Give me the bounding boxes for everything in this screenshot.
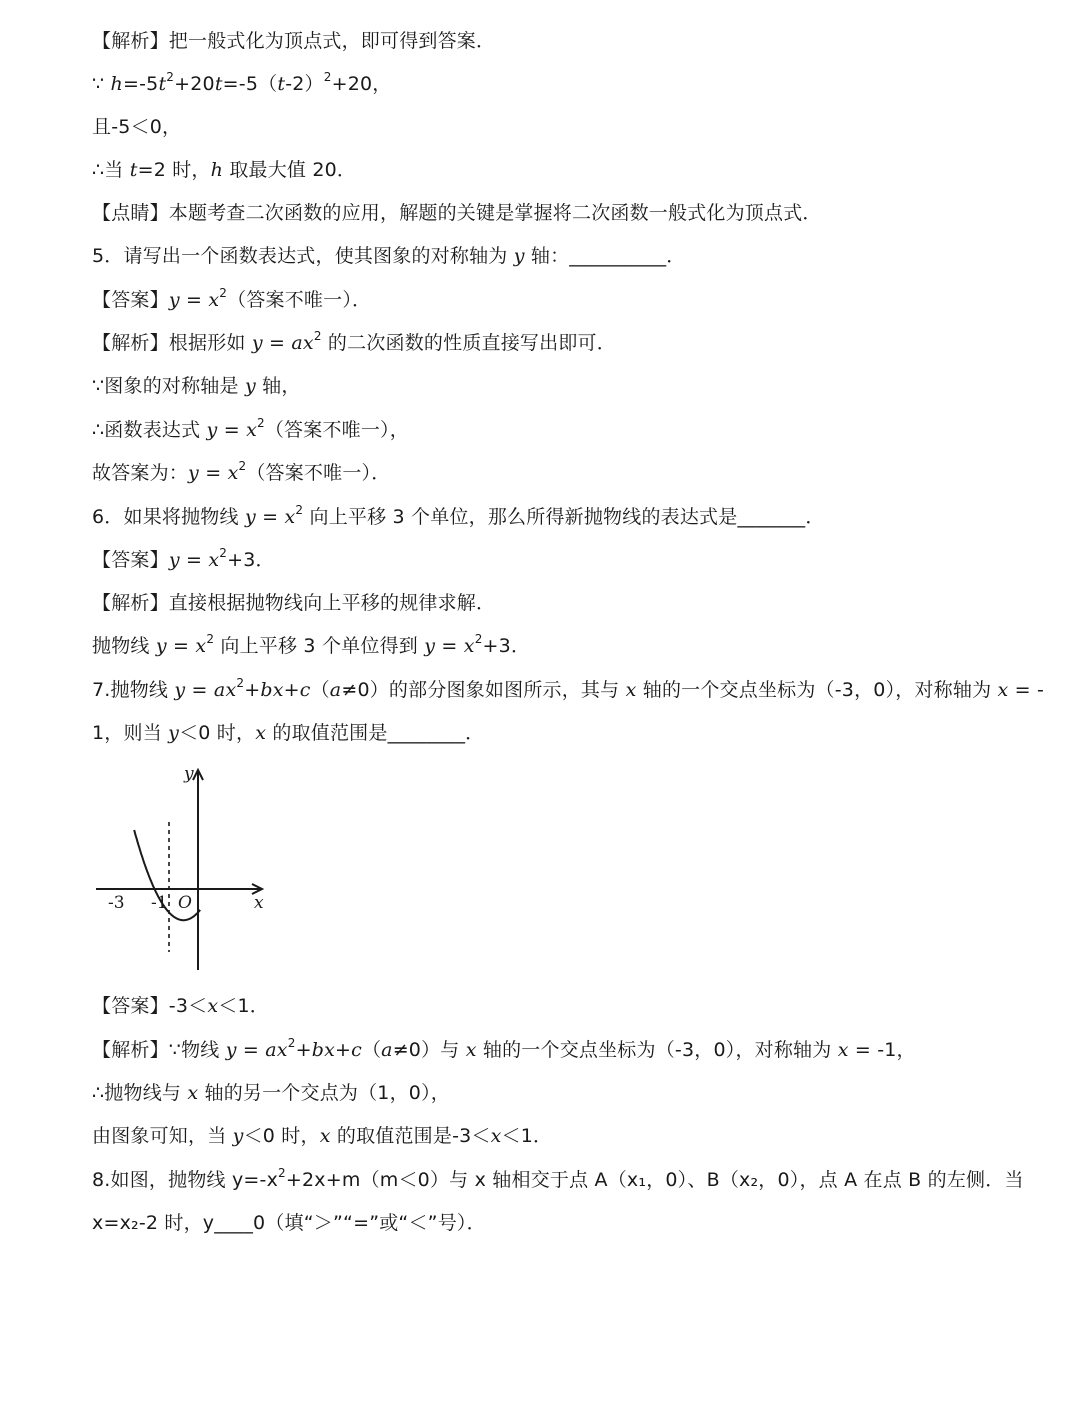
solution-line-2: 且-5＜0， xyxy=(92,116,182,138)
analysis-6: 【解析】直接根据抛物线向上平移的规律求解． xyxy=(92,592,496,614)
solution-line-1: ∵ $h=-5t^2+20t=-5(t-2)^2+20$， xyxy=(92,70,392,95)
analysis-5-line-4: 故答案为：$y = x^2$（答案不唯一）． xyxy=(92,459,391,484)
analysis-6-line-2: 抛物线 $y = x^2$ 向上平移 3 个单位得到 $y = x^2+3$． xyxy=(92,632,531,657)
answer-5: 【答案】$y = x^2$（答案不唯一）． xyxy=(92,286,372,311)
question-7-line-2: 1，则当 y＜0 时，x 的取值范围是________． xyxy=(92,722,485,744)
question-7: 7.抛物线 $y = ax^2+bx+c(a\ne 0)$的部分图象如图所示，其与 x 轴的一个交点坐标为（-3，0），对称轴为 x = - xyxy=(92,676,1045,701)
question-8: 8.如图，抛物线 $y=-x^2+2x+m(m<0)$与 x 轴相交于点 A（x₁，0）、B（x₂，0），点 A 在点 B 的左侧．当 xyxy=(92,1166,1024,1191)
question-5: 5．请写出一个函数表达式，使其图象的对称轴为 y 轴：__________． xyxy=(92,245,686,267)
analysis-7: 【解析】∵物线 $y = ax^2+bx+c(a\ne 0)$与 x 轴的一个交点坐标为（-3，0），对称轴为 x = -1， xyxy=(92,1036,916,1061)
solution-line-3: ∴当 t=2 时，h 取最大值 20． xyxy=(92,159,357,181)
analysis-5-line-2: ∵图象的对称轴是 y 轴， xyxy=(92,375,301,397)
answer-7: 【答案】-3＜x＜1． xyxy=(92,995,269,1017)
question-8-line-2: x=x₂-2 时，y____0（填“＞”“=”或“＜”号）． xyxy=(92,1212,486,1234)
comment-4: 【点睛】本题考查二次函数的应用，解题的关键是掌握将二次函数一般式化为顶点式． xyxy=(92,202,822,224)
answer-6: 【答案】$y = x^2+3$． xyxy=(92,546,275,571)
tick-label-neg3: -3 xyxy=(108,893,125,913)
analysis-5: 【解析】根据形如 $y = ax^2$ 的二次函数的性质直接写出即可． xyxy=(92,329,616,354)
y-axis-label: y xyxy=(184,764,194,784)
analysis-7-line-2: ∴抛物线与 x 轴的另一个交点为（1，0）， xyxy=(92,1082,450,1104)
question-6: 6．如果将抛物线 $y = x^2$ 向上平移 3 个单位，那么所得新抛物线的表达式是_______． xyxy=(92,503,825,528)
parabola-figure xyxy=(92,762,272,977)
origin-label: O xyxy=(178,893,192,913)
x-axis-label: x xyxy=(254,893,264,913)
tick-label-neg1: -1 xyxy=(151,893,168,913)
analysis-4: 【解析】把一般式化为顶点式，即可得到答案． xyxy=(92,30,496,52)
analysis-7-line-3: 由图象可知，当 y＜0 时，x 的取值范围是-3＜x＜1． xyxy=(92,1125,553,1147)
analysis-5-line-3: ∴函数表达式 $y = x^2$（答案不唯一）， xyxy=(92,416,409,441)
